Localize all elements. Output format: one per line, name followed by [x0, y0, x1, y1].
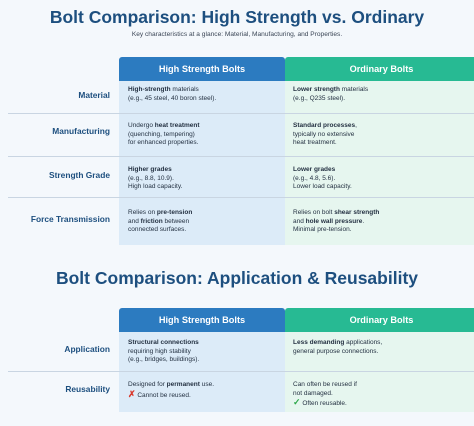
section-1-title: Bolt Comparison: High Strength vs. Ordinary [49, 7, 425, 27]
row-label-force-transmission: Force Transmission [30, 214, 110, 224]
row-label-application: Application [64, 344, 110, 354]
ordinary-header-1: Ordinary Bolts [285, 57, 474, 81]
cell-force-transmission-high-strength: Relies on pre-tension and friction between connected surfaces. [128, 209, 193, 234]
emphasis-text: Standard processes [293, 122, 356, 129]
cell-material-high-strength: High-strength materials (e.g., 45 steel, 40 boron steel). [128, 86, 217, 102]
row-divider [8, 113, 474, 114]
emphasis-text: Lower grades [293, 166, 336, 173]
emphasis-text: Lower strength [293, 86, 340, 93]
cell-material-ordinary: Lower strength materials (e.g., Q235 steel). [293, 86, 369, 102]
check-icon: ✓ [293, 397, 301, 408]
cell-strength-grade-high-strength: Higher grades (e.g., 8.8, 10.9). High load capacity. [128, 166, 183, 191]
cell-reusability-high-strength: Designed for permanent use. ✗ Cannot be reused. [128, 381, 214, 399]
cell-strength-grade-ordinary: Lower grades (e.g., 4.8, 5.6). Lower load capacity. [293, 166, 352, 191]
emphasis-text: friction [140, 217, 163, 225]
row-label-strength-grade: Strength Grade [49, 170, 110, 180]
section-1-subtitle: Key characteristics at a glance: Material, Manufacturing, and Properties. [131, 31, 343, 38]
cross-icon: ✗ [128, 388, 136, 399]
row-label-reusability: Reusability [65, 384, 110, 394]
emphasis-text: Higher grades [128, 166, 172, 173]
row-divider [8, 197, 474, 198]
emphasis-text: hole wall pressure [305, 217, 363, 225]
row-divider [8, 156, 474, 157]
emphasis-text: High-strength [128, 86, 171, 93]
emphasis-text: pre-tension [156, 209, 193, 216]
cell-manufacturing-high-strength: Undergo heat treatment (quenching, tempering) for enhanced properties. [128, 122, 200, 147]
row-divider [8, 371, 474, 372]
cell-application-high-strength: Structural connections requiring high stability (e.g., bridges, buildings). [128, 339, 200, 364]
cell-application-ordinary: Less demanding applications, general purpose connections. [293, 339, 383, 355]
row-label-manufacturing: Manufacturing [52, 126, 110, 136]
emphasis-text: Structural connections [128, 339, 199, 346]
cell-reusability-ordinary: Can often be reused if not damaged. ✓ Often reusable. [293, 381, 357, 408]
row-label-material: Material [78, 90, 110, 100]
high-strength-header-1: High Strength Bolts [119, 57, 285, 81]
cell-manufacturing-ordinary: Standard processes, typically no extensive heat treatment. [293, 122, 357, 147]
high-strength-header-2: High Strength Bolts [119, 308, 285, 332]
emphasis-text: heat treatment [154, 122, 200, 129]
emphasis-text: shear strength [334, 209, 380, 216]
ordinary-header-2: Ordinary Bolts [285, 308, 474, 332]
cell-force-transmission-ordinary: Relies on bolt shear strength and hole wall pressure. Minimal pre-tension. [293, 209, 380, 234]
section-2-title: Bolt Comparison: Application & Reusability [55, 268, 418, 288]
emphasis-text: permanent [166, 381, 200, 388]
emphasis-text: Less demanding [293, 339, 345, 346]
